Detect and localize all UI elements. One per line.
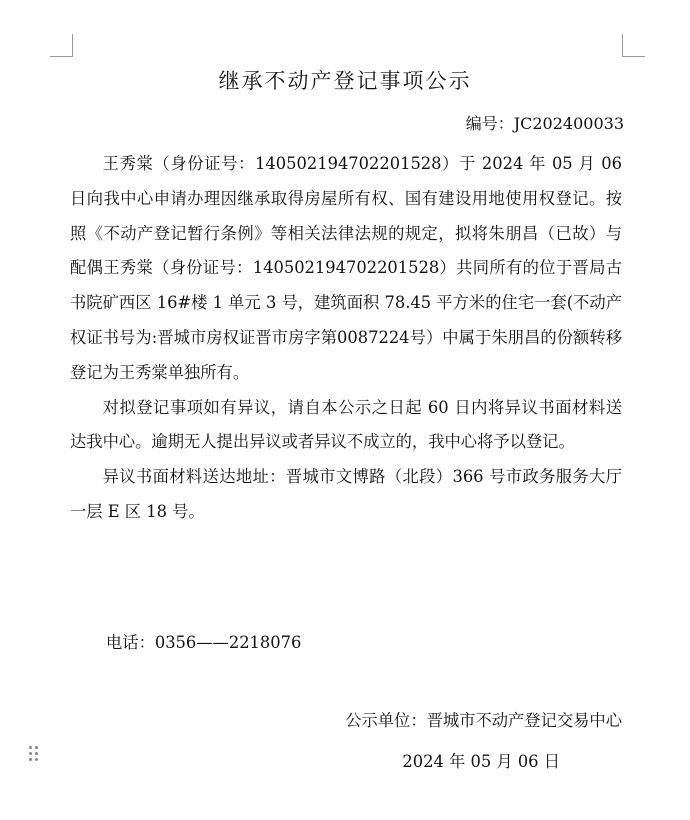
body-paragraph-address: 异议书面材料送达地址：晋城市文博路（北段）366 号市政务服务大厅一层 E 区 18 号。 xyxy=(70,467,622,521)
crop-mark-top-right xyxy=(622,34,645,57)
issue-date: 2024 年 05 月 06 日 xyxy=(402,752,560,771)
drag-handle-icon[interactable] xyxy=(28,744,40,764)
crop-mark-top-left xyxy=(50,34,73,57)
body-paragraph-application: 王秀棠（身份证号：140502194702201528）于 2024 年 05 月 06 日向我中心申请办理因继承取得房屋所有权、国有建设用地使用权登记。按照《不动产登记暂行条例》等相关法律法规的规定，拟将朱朋昌（已故）与配偶王秀棠（身份证号：140502194702201528）共同所有的位于晋局古书院矿西区 16#楼 1 单元 3 号，建筑面积 78.45 平方米的住宅一套(不动产权证书号为:晋城市房权证晋市房字第0087224号）中属于朱朋昌的份额转移登记为王秀棠单独所有。 xyxy=(70,154,622,382)
issuing-unit: 公示单位：晋城市不动产登记交易中心 xyxy=(345,711,622,730)
body-paragraph-objection: 对拟登记事项如有异议，请自本公示之日起 60 日内将异议书面材料送达我中心。逾期无人提出异议或者异议不成立的，我中心将予以登记。 xyxy=(70,397,622,452)
document-number: 编号：JC202400033 xyxy=(465,114,624,133)
document-title: 继承不动产登记事项公示 xyxy=(218,69,472,93)
contact-phone: 电话：0356——2218076 xyxy=(106,633,302,652)
document-body xyxy=(70,147,622,530)
